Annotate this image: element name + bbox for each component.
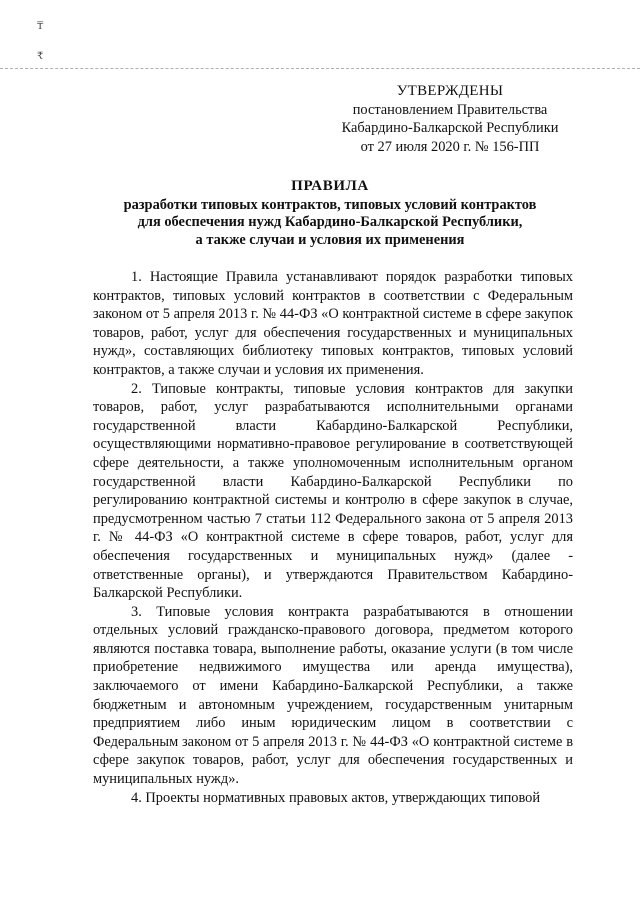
paragraph-4: 4. Проекты нормативных правовых актов, утверждающих типовой: [131, 789, 541, 806]
approval-line: Кабардино-Балкарской Республики: [341, 120, 559, 136]
document-body: [93, 268, 573, 807]
heading-line: а также случаи и условия их применения: [195, 231, 465, 248]
document-heading: [88, 178, 572, 249]
paragraph-1: 1. Настоящие Правила устанавливают порядок разработки типовых контрактов, типовых условий контрактов в соответствии с Федеральным законом от 5 апреля 2013 г. № 44-ФЗ «О контрактной системе в сфере закупок товаров, работ, услуг для обеспечения государственных и муниципальных нужд», составляющих библиотеку типовых контрактов, типовых условий контрактов, а также случаи и условия их применения.: [93, 269, 573, 378]
heading-title: ПРАВИЛА: [291, 178, 369, 194]
paragraph-2: 2. Типовые контракты, типовые условия контрактов для закупки товаров, работ, услуг разрабатываются исполнительными органами государственной власти Кабардино-Балкарской Республики, осуществляющими нормативно-правовое регулирование в соответствующей сфере деятельности, а также уполномоченным исполнительным органом государственной власти Кабардино-Балкарской Республики по регулированию контрактной системы и контролю в сфере закупок в случае, предусмотренном частью 7 статьи 112 Федерального закона от 5 апреля 2013 г. № 44-ФЗ «О контрактной системе в сфере товаров, работ, услуг для обеспечения государственных и муниципальных нужд» (далее - ответственные органы), и утверждаются Правительством Кабардино-Балкарской Республики.: [93, 380, 573, 602]
heading-line: разработки типовых контрактов, типовых условий контрактов: [123, 196, 537, 213]
heading-line: для обеспечения нужд Кабардино-Балкарской Республики,: [137, 214, 523, 231]
approval-stamp: [330, 82, 570, 156]
paragraph-3: 3. Типовые условия контракта разрабатываются в отношении отдельных условий гражданско-правового договора, предметом которого являются поставка товара, выполнение работы, оказание услуги (в том числе приобретение недвижимого имущества или аренда имущества), заключаемого от имени Кабардино-Балкарской Республики, а также бюджетным и автономным учреждением, государственным унитарным предприятием либо иным юридическим лицом в соответствии с Федеральным законом от 5 апреля 2013 г. № 44-ФЗ «О контрактной системе в сфере закупок товаров, работ, услуг для обеспечения государственных и муниципальных нужд».: [93, 603, 573, 788]
scan-artifact-line: [0, 68, 640, 69]
scan-mark-top: ₸: [37, 21, 44, 32]
approval-title: УТВЕРЖДЕНЫ: [396, 83, 504, 99]
scan-mark-bottom: ₹: [37, 51, 44, 62]
approval-line: постановлением Правительства: [352, 101, 548, 118]
approval-line: от 27 июля 2020 г. № 156-ПП: [360, 138, 540, 155]
